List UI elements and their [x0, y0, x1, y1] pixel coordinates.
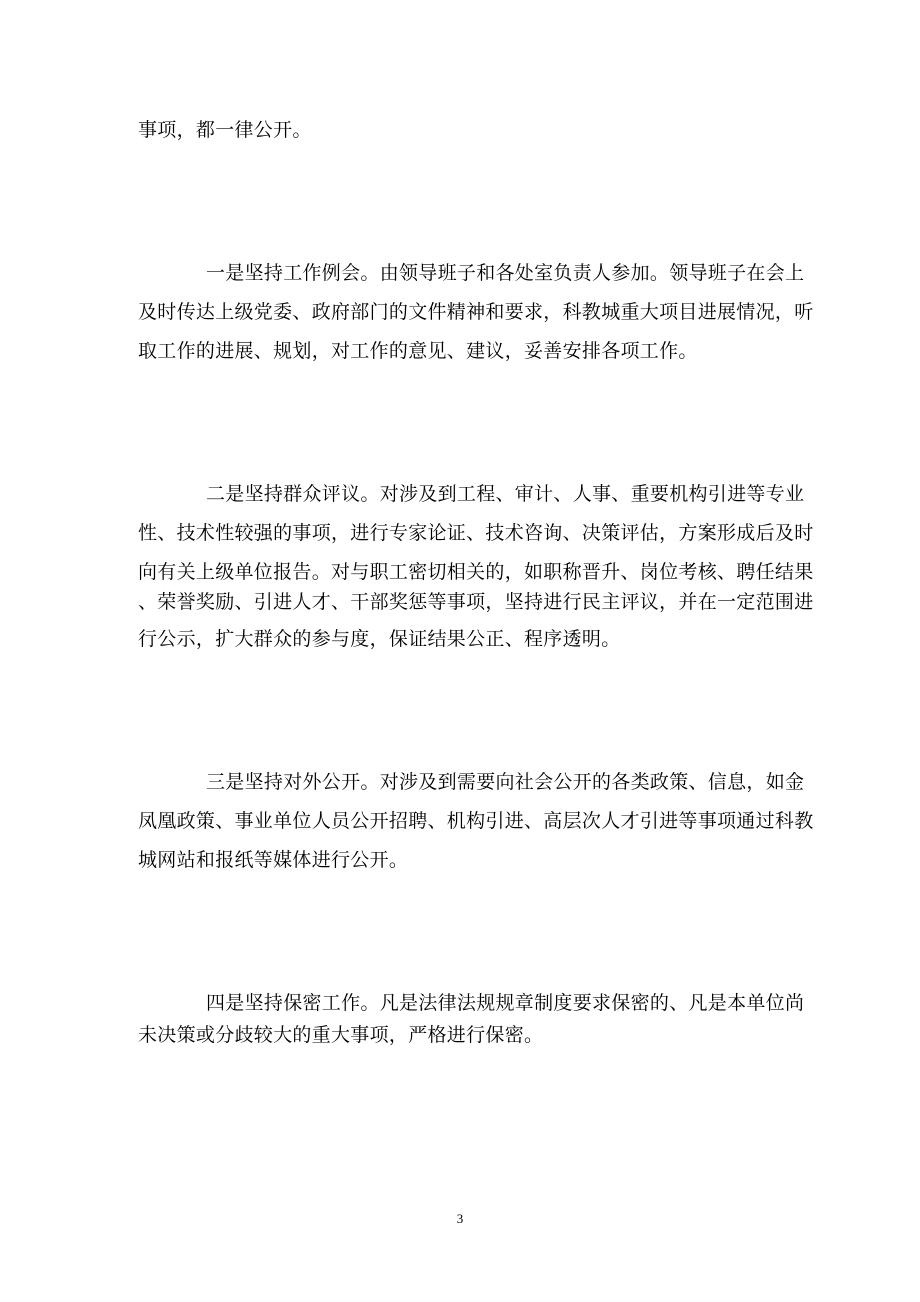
paragraph-2-line-1: 二是坚持群众评议。对涉及到工程、审计、人事、重要机构引进等专业	[206, 483, 805, 505]
paragraph-1-line-2: 及时传达上级党委、政府部门的文件精神和要求，科教城重大项目进展情况，听	[138, 301, 814, 323]
paragraph-2-line-4: 、荣誉奖励、引进人才、干部奖惩等事项，坚持进行民主评议，并在一定范围进	[138, 591, 814, 613]
paragraph-2-line-2: 性、技术性较强的事项，进行专家论证、技术咨询、决策评估，方案形成后及时	[138, 522, 814, 544]
page-number: 3	[456, 1211, 464, 1226]
paragraph-3-line-2: 凤凰政策、事业单位人员公开招聘、机构引进、高层次人才引进等事项通过科教	[138, 810, 814, 832]
paragraph-4-line-1: 四是坚持保密工作。凡是法律法规规章制度要求保密的、凡是本单位尚	[206, 992, 805, 1014]
paragraph-1-line-1: 一是坚持工作例会。由领导班子和各处室负责人参加。领导班子在会上	[206, 262, 805, 284]
paragraph-4-line-2: 未决策或分歧较大的重大事项，严格进行保密。	[138, 1024, 544, 1046]
paragraph-3-line-3: 城网站和报纸等媒体进行公开。	[138, 849, 409, 871]
paragraph-2-line-3: 向有关上级单位报告。对与职工密切相关的，如职称晋升、岗位考核、聘任结果	[138, 561, 814, 583]
paragraph-0-line-1: 事项，都一律公开。	[138, 119, 312, 141]
paragraph-1-line-3: 取工作的进展、规划，对工作的意见、建议，妥善安排各项工作。	[138, 340, 698, 362]
paragraph-3-line-1: 三是坚持对外公开。对涉及到需要向社会公开的各类政策、信息，如金	[206, 771, 805, 793]
paragraph-2-line-5: 行公示，扩大群众的参与度，保证结果公正、程序透明。	[138, 628, 621, 650]
